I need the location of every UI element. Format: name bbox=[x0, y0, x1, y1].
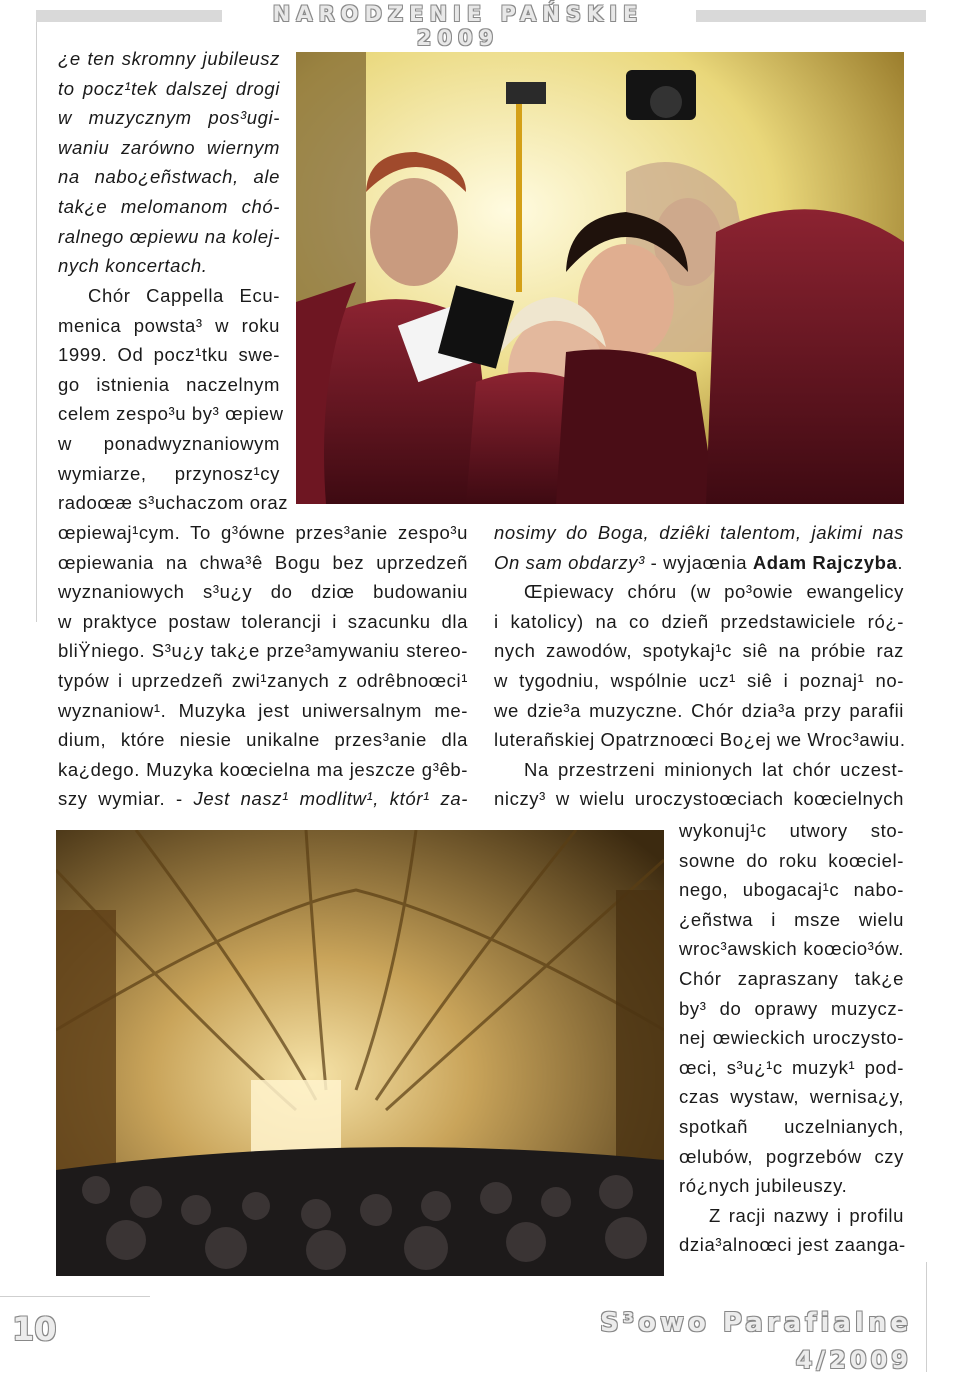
text-line: to pocz¹tek dalszej drogi bbox=[58, 77, 280, 99]
text-line: menica powsta³ w roku bbox=[58, 314, 280, 336]
footer-rule-left bbox=[0, 1296, 150, 1297]
header-rule-right bbox=[696, 10, 926, 22]
text-line: Z racji nazwy i profilu bbox=[709, 1204, 904, 1226]
text-line: w ponadwyznaniowym bbox=[58, 432, 280, 454]
text-line: œci, s³u¿¹c muzyk¹ pod- bbox=[679, 1056, 904, 1078]
text-line: wyznaniow¹. Muzyka jest uniwersalnym me- bbox=[58, 699, 468, 721]
church-concert-photo-art bbox=[56, 830, 664, 1276]
magazine-title: S³owo Parafialne bbox=[599, 1308, 912, 1338]
church-concert-photo bbox=[56, 830, 664, 1276]
text-fragment: szy wymiar. - bbox=[58, 788, 194, 810]
quote-fragment: Jest nasz¹ modlitw¹, któr¹ za- bbox=[193, 788, 468, 810]
text-line: by³ do oprawy muzycz- bbox=[679, 997, 904, 1019]
text-line: we dzie³a muzyczne. Chór dzia³a przy parafii bbox=[494, 699, 904, 721]
text-line: 1999. Od pocz¹tku swe- bbox=[58, 344, 280, 366]
text-line: ralnego œpiewu na kolej- bbox=[58, 225, 281, 247]
text-line: niczy³ w wielu uroczystoœciach koœcielnych bbox=[494, 788, 904, 810]
text-line: wyznaniowych s³u¿y do dziœ budowaniu bbox=[58, 581, 468, 603]
author-name: Adam Rajczyba bbox=[752, 551, 898, 573]
text-line: dium, które niesie unikalne przes³anie dla bbox=[58, 729, 468, 751]
text-line: ¿e ten skromny jubileusz bbox=[58, 48, 280, 69]
text-line: Chór Cappella Ecu- bbox=[88, 285, 280, 306]
text-line: celem zespo³u by³ œpiew bbox=[58, 403, 284, 425]
text-line: czas wystaw, wernisa¿y, bbox=[679, 1086, 904, 1108]
header-title: NARODZENIE PAŃSKIE 2009 bbox=[272, 2, 644, 50]
text-line: w muzycznym pos³ugi- bbox=[58, 107, 280, 129]
col2-text bbox=[494, 518, 904, 814]
text-fragment: . bbox=[897, 551, 904, 573]
choir-photo-art bbox=[296, 52, 904, 504]
col1-middle-text bbox=[58, 281, 289, 518]
text-line: Chór zapraszany tak¿e bbox=[679, 967, 904, 989]
text-line: Na przestrzeni minionych lat chór uczest- bbox=[524, 758, 904, 780]
col3-text bbox=[679, 816, 904, 1260]
text-line: œpiewaj¹cym. To g³ówne przes³anie zespo³u bbox=[58, 522, 468, 543]
text-line: wymiarze, przynosz¹cy bbox=[58, 462, 280, 484]
header-rule-left bbox=[36, 10, 222, 22]
text-line: go istnienia naczelnym bbox=[58, 373, 280, 395]
text-line: sowne do roku koœciel- bbox=[679, 849, 904, 871]
text-line: ka¿dego. Muzyka koœcielna ma jeszcze g³êb- bbox=[58, 758, 468, 780]
text-line: nego, ubogacaj¹c nabo- bbox=[679, 879, 904, 901]
col1-lower-text bbox=[58, 518, 468, 814]
text-line: spotkañ uczelnianych, bbox=[679, 1115, 904, 1137]
text-line: waniu zarówno wiernym bbox=[58, 136, 280, 158]
text-line: radoœæ s³uchaczom oraz bbox=[58, 492, 289, 514]
text-line bbox=[58, 784, 468, 814]
text-line: ¿eñstwa i msze wielu bbox=[679, 908, 904, 930]
page-number: 10 bbox=[12, 1310, 57, 1348]
quote-line: nosimy do Boga, dziêki talentom, jakimi nas bbox=[494, 522, 904, 543]
text-line: w praktyce postaw tolerancji i szacunku dla bbox=[58, 610, 468, 632]
text-line: Œpiewacy chóru (w po³owie ewangelicy bbox=[524, 581, 904, 603]
text-line: nych zawodów, spotykaj¹c siê na próbie raz bbox=[494, 640, 904, 662]
text-line: ró¿nych jubileuszy. bbox=[679, 1175, 848, 1197]
text-line: œpiewania na chwa³ê Bogu bez uprzedzeñ bbox=[58, 551, 468, 573]
text-line: wykonuj¹c utwory sto- bbox=[679, 820, 904, 841]
text-line: nej œwieckich uroczysto- bbox=[679, 1027, 904, 1049]
col1-top-text bbox=[58, 44, 280, 281]
text-line: w tygodniu, wspólnie ucz¹ siê i poznaj¹ no- bbox=[494, 669, 904, 691]
choir-photo bbox=[296, 52, 904, 504]
text-line: na nabo¿eñstwach, ale bbox=[58, 166, 280, 188]
issue-number: 4/2009 bbox=[795, 1346, 912, 1374]
quote-fragment: On sam obdarzy³ bbox=[494, 551, 645, 573]
text-fragment: - wyjaœnia bbox=[644, 551, 753, 573]
text-line: dzia³alnoœci jest zaanga- bbox=[679, 1234, 906, 1256]
text-line: typów i uprzedzeñ zwi¹zanych z odrêbnoœci¹ bbox=[58, 669, 468, 691]
text-line: œlubów, pogrzebów czy bbox=[679, 1145, 904, 1167]
text-line: luterañskiej Opatrznoœci Bo¿ej we Wroc³awiu. bbox=[494, 729, 906, 751]
text-line: wroc³awskich koœcio³ów. bbox=[679, 938, 904, 960]
text-line: i katolicy) na co dzieñ przedstawiciele ró¿- bbox=[494, 610, 904, 632]
text-line: tak¿e melomanom chó- bbox=[58, 195, 280, 217]
text-line: nych koncertach. bbox=[58, 255, 208, 277]
text-line: bliŸniego. S³u¿y tak¿e prze³amywaniu stereo- bbox=[58, 640, 468, 662]
text-line bbox=[494, 548, 904, 578]
right-margin-rule bbox=[926, 1262, 927, 1372]
left-margin-rule bbox=[36, 22, 37, 622]
